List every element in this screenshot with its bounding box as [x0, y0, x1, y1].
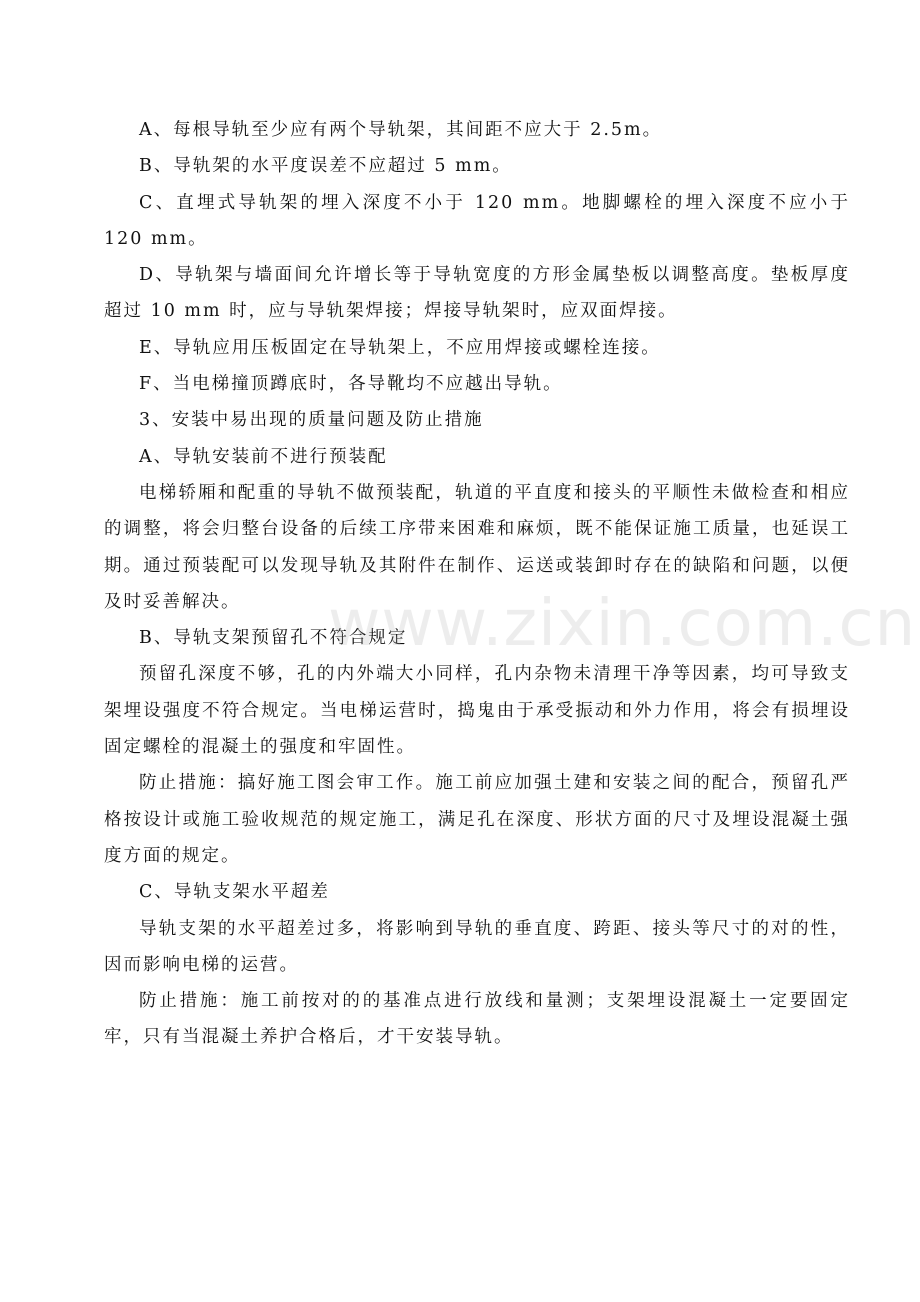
paragraph-rail-bracket-count: A、每根导轨至少应有两个导轨架，其间距不应大于 2.5m。 [139, 120, 663, 140]
paragraph-preassembly-body: 电梯轿厢和配重的导轨不做预装配，轨道的平直度和接头的平顺性未做检查和相应的调整，将会归整台设备的后续工序带来困难和麻烦，既不能保证施工质量，也延误工期。通过预装配可以发现导轨及其附件在制作、运送或装卸时存在的缺陷和问题，以便及时妥善解决。 [104, 482, 850, 612]
paragraph-bracket-levelness: B、导轨架的水平度误差不应超过 5 mm。 [139, 156, 512, 177]
paragraph-guide-shoes: F、当电梯撞顶蹲底时，各导靴均不应越出导轨。 [139, 374, 563, 395]
paragraph-embed-depth: C、直埋式导轨架的埋入深度不小于 120 mm。地脚螺栓的埋入深度不应小于 120 mm。 [104, 192, 850, 249]
subheading-level-deviation: C、导轨支架水平超差 [139, 882, 330, 903]
paragraph-level-deviation-prevention: 防止措施：施工前按对的的基准点进行放线和量测；支架埋设混凝土一定要固定牢，只有当混凝土养护合格后，才干安装导轨。 [104, 991, 850, 1048]
paragraph-clamp-fixing: E、导轨应用压板固定在导轨架上，不应用焊接或螺栓连接。 [139, 337, 661, 358]
paragraph-reserved-holes-prevention: 防止措施：搞好施工图会审工作。施工前应加强土建和安装之间的配合，预留孔严格按设计或施工验收规范的规定施工，满足孔在深度、形状方面的尺寸及埋设混凝土强度方面的规定。 [104, 773, 850, 866]
watermark-text: www.zixin.com.cn [328, 587, 917, 661]
paragraph-reserved-holes-body: 预留孔深度不够，孔的内外端大小同样，孔内杂物未清理干净等因素，均可导致支架埋设强度不符合规定。当电梯运营时，捣鬼由于承受振动和外力作用，将会有损埋设固定螺栓的混凝土的强度和牢固性。 [104, 664, 850, 758]
subheading-reserved-holes: B、导轨支架预留孔不符合规定 [139, 628, 408, 649]
paragraph-level-deviation-body: 导轨支架的水平超差过多，将影响到导轨的垂直度、跨距、接头等尺寸的对的性，因而影响电梯的运营。 [104, 918, 850, 975]
paragraph-shim-plates: D、导轨架与墙面间允许增长等于导轨宽度的方形金属垫板以调整高度。垫板厚度超过 10 mm 时，应与导轨架焊接；焊接导轨架时，应双面焊接。 [104, 265, 850, 322]
section-heading-quality-issues: 3、安装中易出现的质量问题及防止措施 [139, 410, 484, 431]
subheading-no-preassembly: A、导轨安装前不进行预装配 [139, 446, 388, 467]
